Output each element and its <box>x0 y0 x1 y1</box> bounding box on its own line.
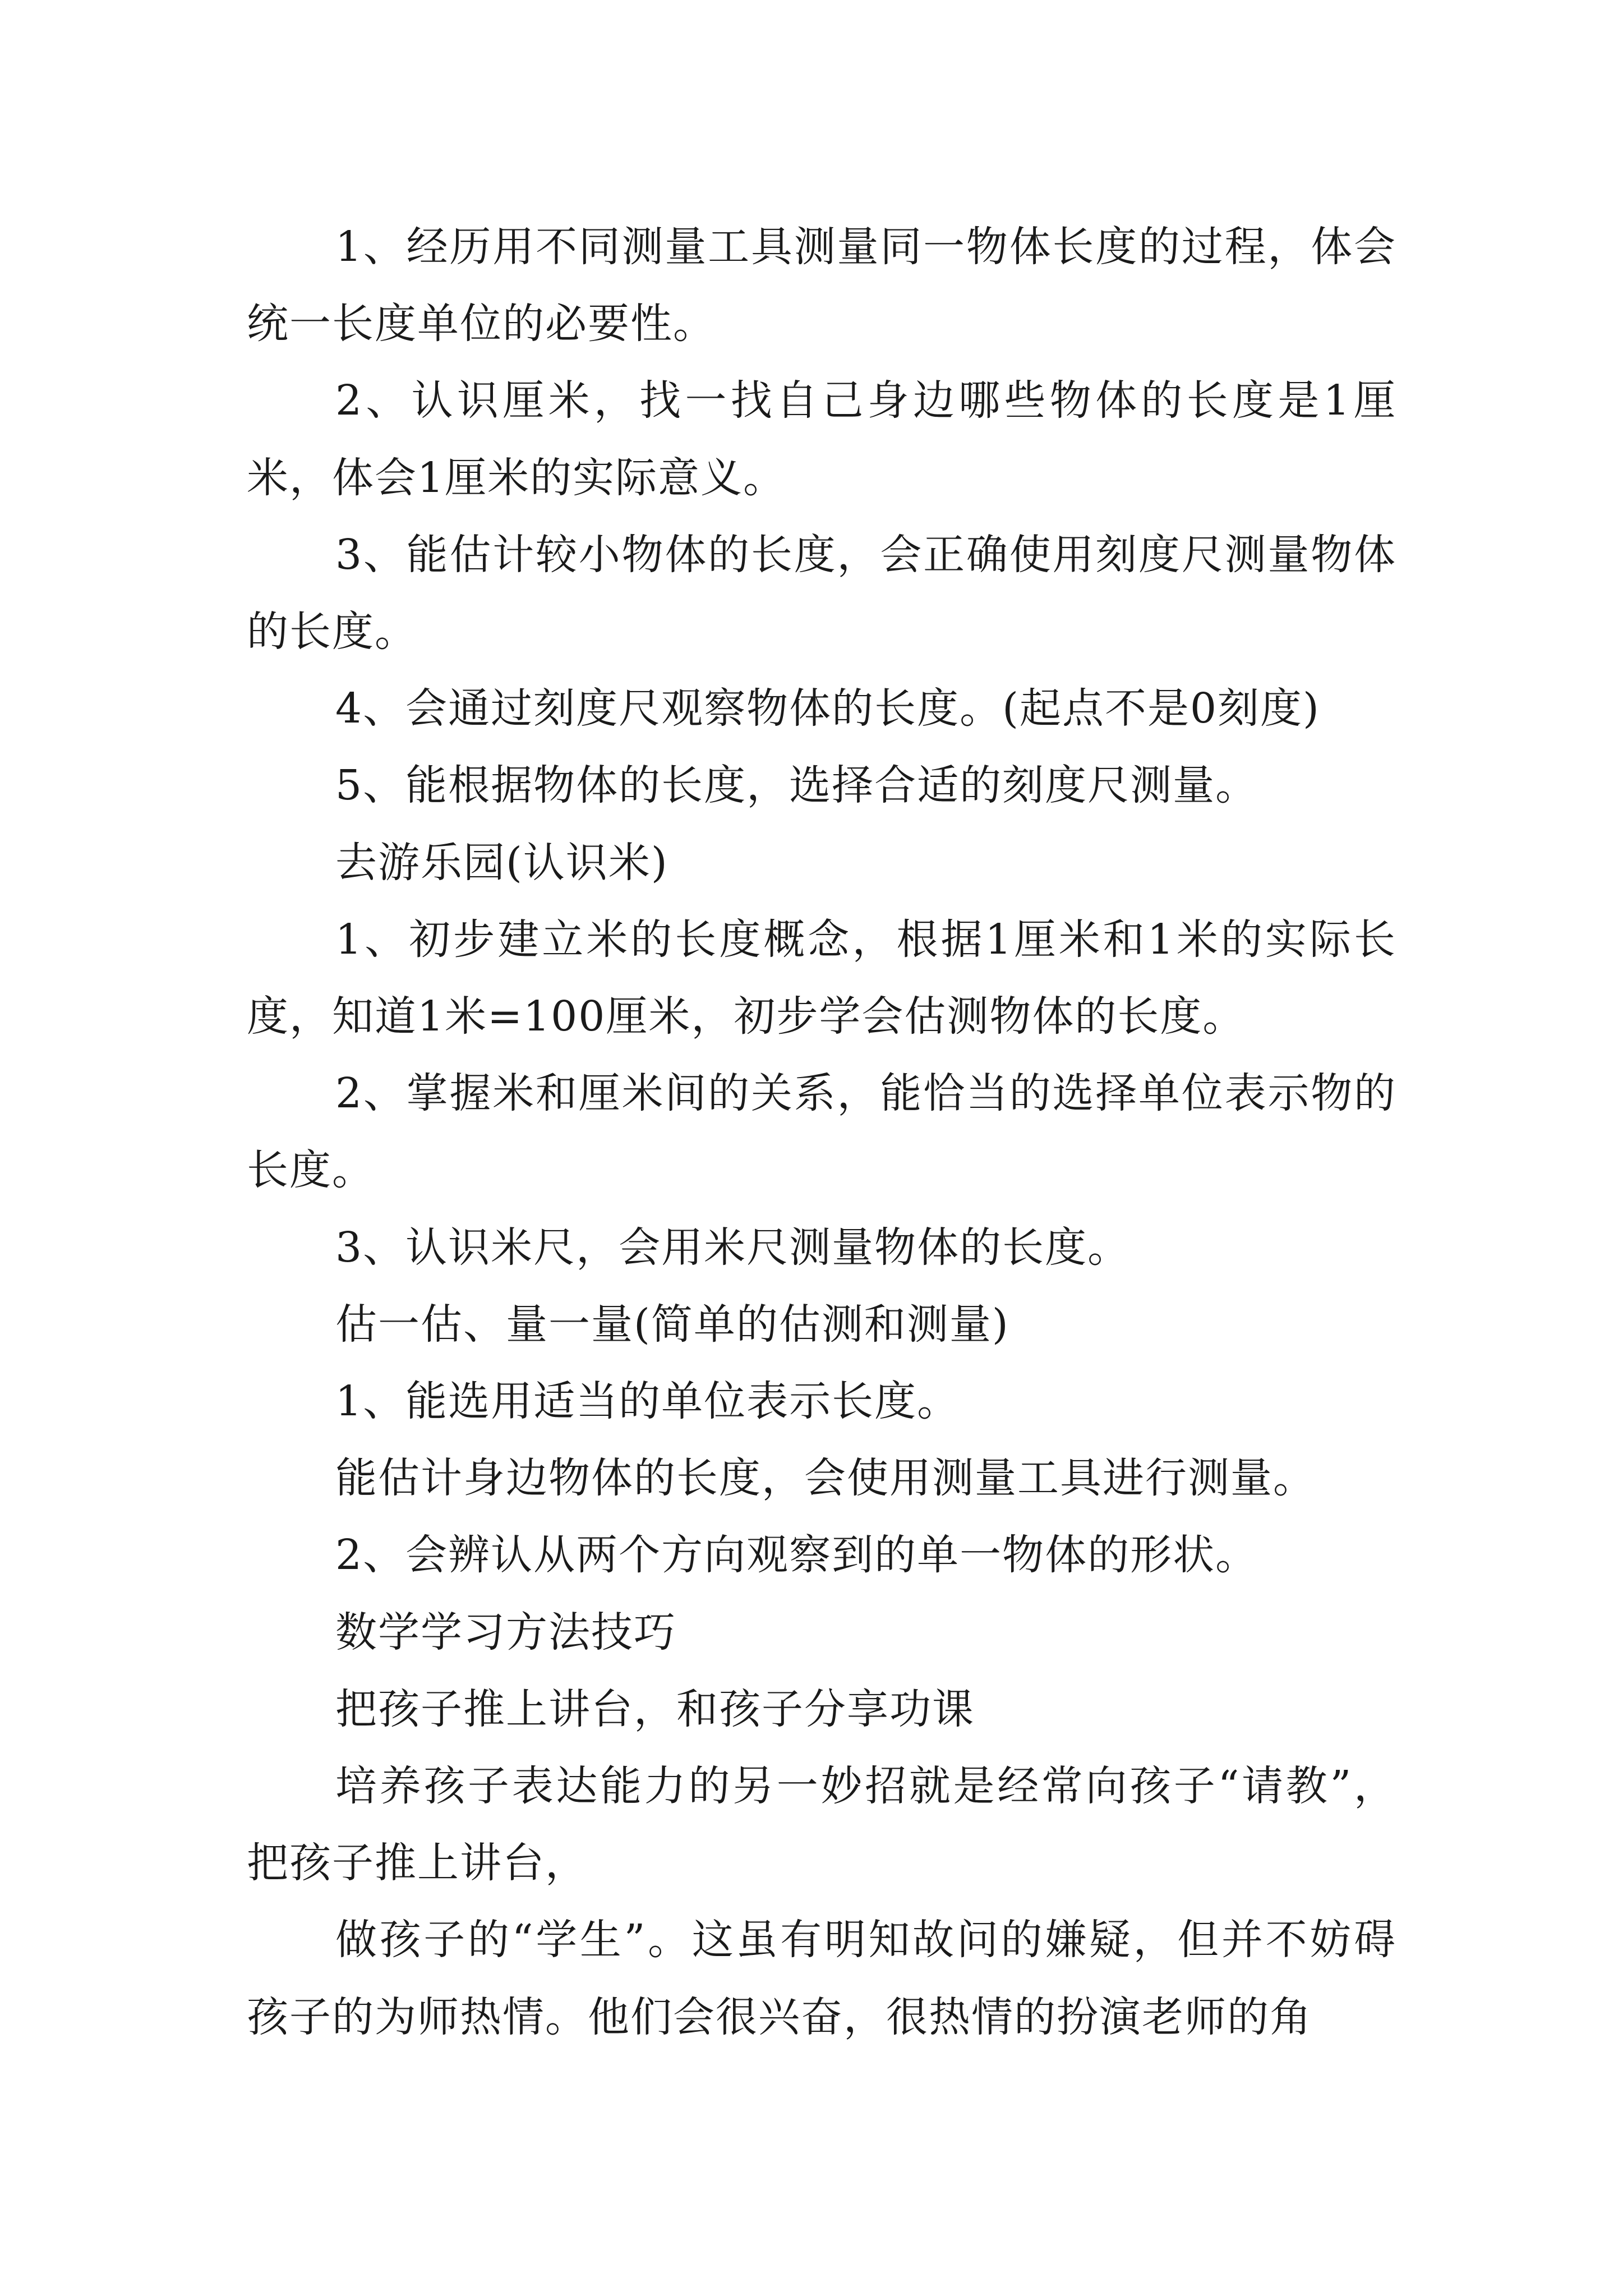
section-heading-amusement-park: 去游乐园(认识米) <box>335 838 668 887</box>
paragraph-estimate-1: 1、能选用适当的单位表示长度。 <box>335 1377 960 1426</box>
paragraph-objective-2: 2、认识厘米，找一找自己身边哪些物体的长度是1厘米，体会1厘米的实际意义。 <box>247 376 1396 502</box>
subheading-teach-child: 把孩子推上讲台，和孩子分享功课 <box>335 1685 975 1733</box>
paragraph-objective-4: 4、会通过刻度尺观察物体的长度。(起点不是0刻度) <box>335 684 1320 733</box>
paragraph-teach-2: 做孩子的“学生”。这虽有明知故问的嫌疑，但并不妨碍孩子的为师热情。他们会很兴奋，很热情的扮演老师的角 <box>247 1916 1396 2041</box>
paragraph-meter-3: 3、认识米尺，会用米尺测量物体的长度。 <box>335 1223 1131 1272</box>
paragraph-meter-2: 2、掌握米和厘米间的关系，能恰当的选择单位表示物的长度。 <box>247 1069 1396 1195</box>
paragraph-objective-5: 5、能根据物体的长度，选择合适的刻度尺测量。 <box>335 761 1258 810</box>
paragraph-estimate-2: 2、会辨认从两个方向观察到的单一物体的形状。 <box>335 1531 1258 1580</box>
section-heading-study-tips: 数学学习方法技巧 <box>335 1608 676 1657</box>
paragraph-objective-3: 3、能估计较小物体的长度，会正确使用刻度尺测量物体的长度。 <box>247 530 1396 656</box>
paragraph-teach-1: 培养孩子表达能力的另一妙招就是经常向孩子“请教”，把孩子推上讲台， <box>247 1762 1396 1888</box>
paragraph-estimate-1b: 能估计身边物体的长度，会使用测量工具进行测量。 <box>335 1454 1316 1503</box>
document-body <box>247 209 1396 2056</box>
paragraph-meter-1: 1、初步建立米的长度概念，根据1厘米和1米的实际长度，知道1米=100厘米，初步学会估测物体的长度。 <box>247 915 1396 1041</box>
section-heading-estimate-measure: 估一估、量一量(简单的估测和测量) <box>335 1300 1009 1349</box>
paragraph-objective-1: 1、经历用不同测量工具测量同一物体长度的过程，体会统一长度单位的必要性。 <box>247 223 1396 348</box>
